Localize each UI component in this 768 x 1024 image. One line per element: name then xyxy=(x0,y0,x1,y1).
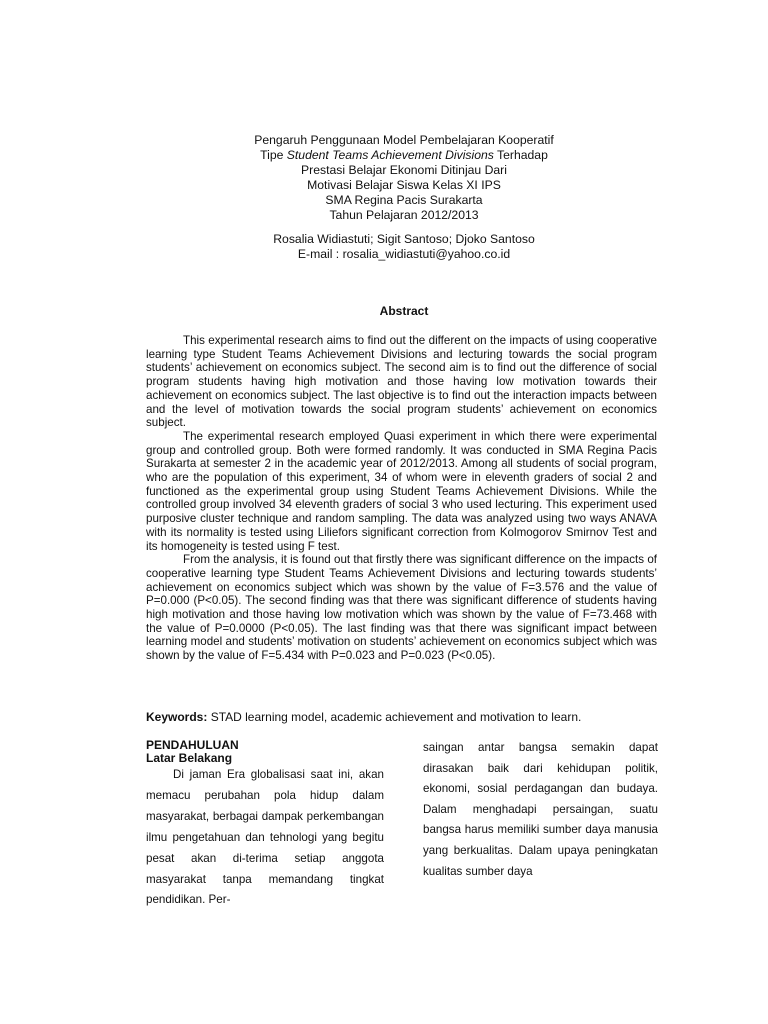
keywords-text: STAD learning model, academic achievement and motivation to learn. xyxy=(207,710,582,724)
title-line-6: Tahun Pelajaran 2012/2013 xyxy=(329,207,479,222)
title-line-2-suffix: Terhadap xyxy=(493,147,548,162)
right-column xyxy=(423,738,658,882)
title-line-4: Motivasi Belajar Siswa Kelas XI IPS xyxy=(307,177,501,192)
section-subheading: Latar Belakang xyxy=(146,751,233,765)
title-line-1: Pengaruh Penggunaan Model Pembelajaran Kooperatif xyxy=(254,133,554,147)
abstract-paragraph-2: The experimental research employed Quasi experiment in which there were experimental group and controlled group. Both were formed randomly. It was conducted in SMA Regina Pacis Surakarta at semester 2 in the academic year of 2012/2013. Among all students of social program, who are the population of this experiment, 34 of whom were in eleventh graders of social 2 and functioned as the experimental group using Student Teams Achievement Divisions. While the controlled group involved 34 eleventh graders of social 3 who used lecturing. This experiment used purposive cluster technique and random sampling. The data was analyzed using two ways ANAVA with its normality is tested using Liliefors significant correction from Kolmogorov Smirnov Test and its homogeneity is tested using F test. xyxy=(146,429,657,553)
abstract-paragraph-1: This experimental research aims to find out the different on the impacts of using cooperative learning type Student Teams Achievement Divisions and lecturing towards the social program students’ achievement on economics subject. The second aim is to find out the difference of social program students having high motivation and those having low motivation towards their achievement on economics subject. The last objective is to find out the interaction impacts between and the level of motivation towards the social program students’ achievement on economics subject. xyxy=(146,334,657,430)
right-column-text: saingan antar bangsa semakin dapat dirasakan baik dari kehidupan politik, ekonomi, sosial perdagangan dan budaya. Dalam menghadapi persaingan, suatu bangsa harus memiliki sumber daya manusia yang berkualitas. Dalam upaya peningkatan kualitas sumber daya xyxy=(423,741,658,878)
title-block xyxy=(150,133,658,262)
authors: Rosalia Widiastuti; Sigit Santoso; Djoko Santoso xyxy=(273,232,535,247)
left-column xyxy=(146,739,384,911)
abstract-body xyxy=(146,334,657,663)
keywords-label: Keywords: xyxy=(146,710,208,724)
title-line-3: Prestasi Belajar Ekonomi Ditinjau Dari xyxy=(301,162,507,177)
abstract-heading: Abstract xyxy=(379,304,429,318)
title-gap xyxy=(150,222,658,232)
title-line-5: SMA Regina Pacis Surakarta xyxy=(325,192,483,207)
title-line-2 xyxy=(150,148,658,163)
section-heading: PENDAHULUAN xyxy=(146,738,239,752)
email: E-mail : rosalia_widiastuti@yahoo.co.id xyxy=(297,247,511,262)
title-line-2-prefix: Tipe xyxy=(260,147,287,162)
title-line-2-italic: Student Teams Achievement Divisions xyxy=(286,147,494,162)
keywords xyxy=(146,711,657,725)
left-column-text: Di jaman Era globalisasi saat ini, akan memacu perubahan pola hidup dalam masyarakat, berbagai dampak perkembangan ilmu pengetahuan dan tehnologi yang begitu pesat akan di-terima setiap anggota masyarakat tanpa memandang tingkat pendidikan. Per- xyxy=(146,768,384,907)
abstract-paragraph-3: From the analysis, it is found out that firstly there was significant difference on the impacts of cooperative learning type Student Teams Achievement Divisions and lecturing towards students’ achievement on economics subject which was shown by the value of F=3.576 and the value of P=0.000 (P<0.05). The second finding was that there was significant difference of students having high motivation and those having low motivation which was shown by the value of F=73.468 with the value of P=0.0000 (P<0.05). The last finding was that there was significant impact between learning model and students’ motivation on students’ achievement on economics subject which was shown by the value of F=5.434 with P=0.023 and P=0.023 (P<0.05). xyxy=(146,553,657,663)
